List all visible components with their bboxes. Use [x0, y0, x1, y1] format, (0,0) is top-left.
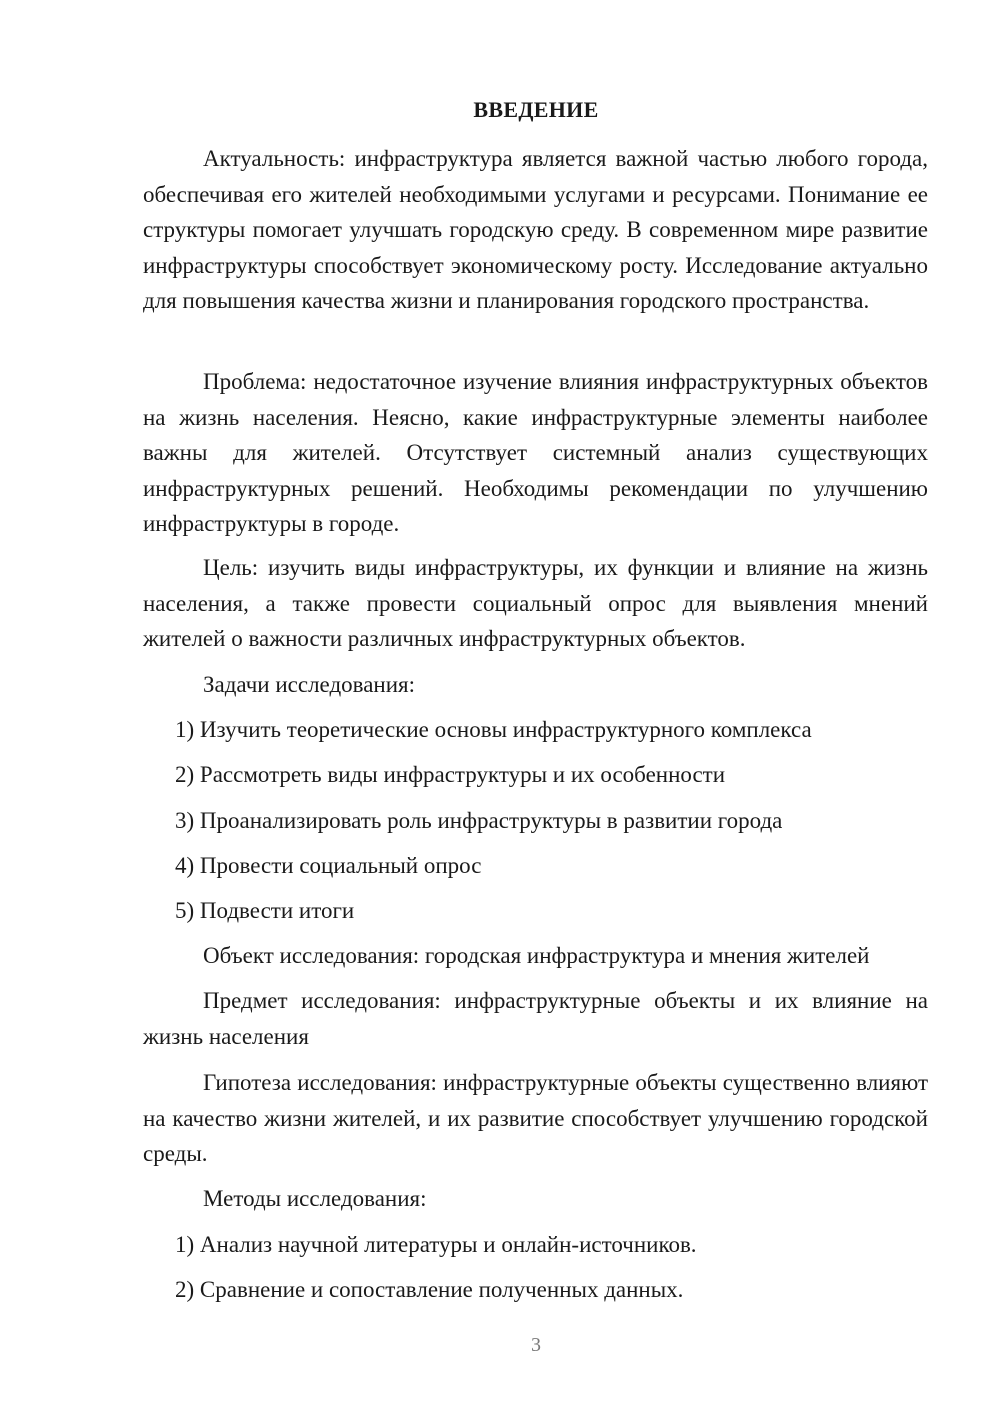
task-item: 5) Подвести итоги: [175, 898, 355, 923]
problem-paragraph: Проблема: недостаточное изучение влияния инфраструктурных объектов на жизнь населения. Неясно, какие инфраструктурные элементы наиболее важны для жителей. Отсутствует системный анализ существующих инфраструктурных решений. Необходимы рекомендации по улучшению инфраструктуры в городе.: [143, 369, 928, 536]
task-item: 2) Рассмотреть виды инфраструктуры и их особенности: [175, 762, 726, 787]
hypothesis-paragraph: Гипотеза исследования: инфраструктурные объекты существенно влияют на качество жизни жителей, и их развитие способствует улучшению городской среды.: [143, 1070, 928, 1166]
page-number: 3: [531, 1334, 541, 1356]
task-item: 3) Проанализировать роль инфраструктуры в развитии города: [175, 808, 783, 833]
task-item: 1) Изучить теоретические основы инфраструктурного комплекса: [175, 717, 812, 742]
task-item: 4) Провести социальный опрос: [175, 853, 482, 878]
object-paragraph: Объект исследования: городская инфраструктура и мнения жителей: [203, 943, 870, 968]
goal-paragraph: Цель: изучить виды инфраструктуры, их функции и влияние на жизнь населения, а также провести социальный опрос для выявления мнений жителей о важности различных инфраструктурных объектов.: [143, 555, 928, 651]
tasks-heading: Задачи исследования:: [203, 672, 416, 697]
methods-heading: Методы исследования:: [203, 1186, 427, 1211]
method-item: 2) Сравнение и сопоставление полученных данных.: [175, 1277, 684, 1302]
subject-paragraph: Предмет исследования: инфраструктурные объекты и их влияние на жизнь населения: [143, 988, 928, 1049]
page-title: ВВЕДЕНИЕ: [473, 97, 599, 122]
relevance-paragraph: Актуальность: инфраструктура является важной частью любого города, обеспечивая его жителей необходимыми услугами и ресурсами. Понимание ее структуры помогает улучшать городскую среду. В современном мире развитие инфраструктуры способствует экономическому росту. Исследование актуально для повышения качества жизни и планирования городского пространства.: [143, 146, 928, 313]
method-item: 1) Анализ научной литературы и онлайн-источников.: [175, 1232, 697, 1257]
